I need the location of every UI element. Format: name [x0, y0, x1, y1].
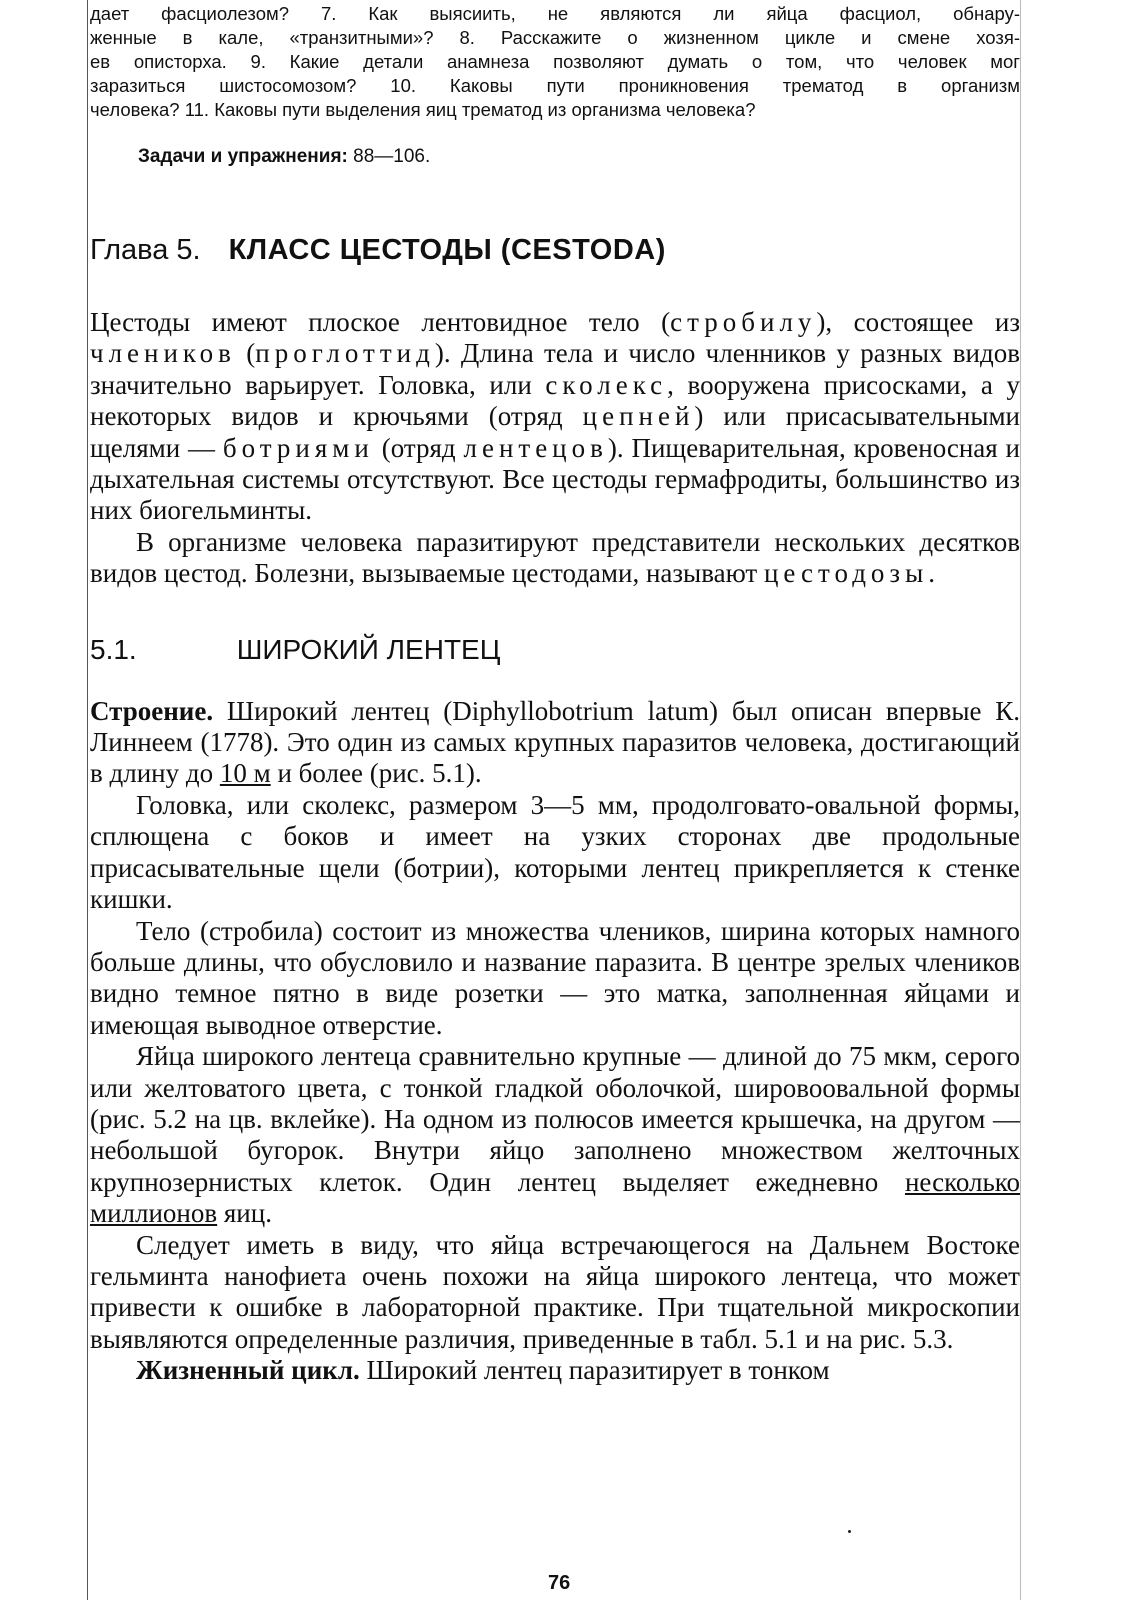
tasks-reference	[138, 146, 1020, 168]
page-content	[90, 0, 1020, 1387]
question-line: ев описторха. 9. Какие детали анамнеза позволяют думать о том, что человек мог	[90, 51, 1020, 72]
section-heading	[90, 634, 1020, 666]
lifecycle-paragraph: Жизненный цикл. Широкий лентец паразитирует в тонком	[136, 1355, 830, 1386]
question-line: человека? 11. Каковы пути выделения яиц трематод из организма человека?	[90, 99, 756, 120]
page-number: 76	[548, 1572, 571, 1594]
right-margin-line	[1020, 0, 1021, 1600]
question-line: дает фасциолезом? 7. Как выясиить, не являются ли яйца фасциол, обнару-	[90, 3, 1020, 24]
lifecycle-label: Жизненный цикл.	[136, 1355, 360, 1386]
print-speck	[848, 1530, 851, 1533]
tasks-range: 88—106.	[353, 146, 431, 167]
scolex-paragraph: Головка, или сколекс, размером 3—5 мм, продолговато-овальной формы, сплющена с боков и имеет на узких сторонах две продольные присасывательные щели (ботрии), которыми лентец прикрепляется к стенке кишки.	[90, 789, 1020, 915]
nanophyet-paragraph: Следует иметь в виду, что яйца встречающегося на Дальнем Востоке гельминта нанофиета очень похожи на яйца широкого лентеца, что может привести к ошибке в лабораторной практике. При тщательной микроскопии выявляются определенные различия, приведенные в табл. 5.1 и на рис. 5.3.	[90, 1229, 1020, 1354]
intro-paragraph: В организме человека паразитируют представители нескольких десятков видов цестод. Болезни, вызываемые цестодами, называют цестодозы.	[90, 526, 1020, 589]
chapter-number: Глава 5.	[90, 234, 201, 266]
eggs-paragraph: Яйца широкого лентеца сравнительно крупные — длиной до 75 мкм, серого или желтоватого цвета, с тонкой гладкой оболочкой, шировоовальной формы (рис. 5.2 на цв. вклейке). На одном из полюсов имеется крышечка, на другом — небольшой бугорок. Внутри яйцо заполнено множеством желточных крупнозернистых клеток. Один лентец выделяет ежедневно несколько миллионов яиц.	[90, 1041, 1020, 1229]
chapter-heading	[90, 234, 1020, 267]
tasks-label: Задачи и упражнения:	[138, 146, 348, 167]
question-line: женные в кале, «транзитными»? 8. Расскажите о жизненном цикле и смене хозя-	[90, 27, 1020, 48]
section-number: 5.1.	[90, 633, 137, 665]
intro-paragraph: Цестоды имеют плоское лентовидное тело (стробилу), состоящее из члеников (проглоттид). Длина тела и число членников у разных видов значительно варьирует. Головка, или сколекс, вооружена присосками, а у некоторых видов и крючьями (отряд цепней) или присасывательными щелями — ботриями (отряд лентецов). Пищеварительная, кровеносная и дыхательная системы отсутствуют. Все цестоды гермафродиты, большинство из них биогельминты.	[90, 307, 1021, 526]
question-line: заразиться шистосомозом? 10. Каковы пути проникновения трематод в организм	[90, 75, 1020, 96]
section-title: ШИРОКИЙ ЛЕНТЕЦ	[236, 633, 501, 665]
structure-paragraph: Строение. Широкий лентец (Diphyllobotrium latum) был описан впервые К. Линнеем (1778). Это один из самых крупных паразитов человека, достигающий в длину до 10 м и более (рис. 5.1).	[90, 695, 1020, 789]
chapter-intro	[90, 307, 1020, 590]
structure-label: Строение.	[90, 695, 214, 726]
chapter-title: КЛАСС ЦЕСТОДЫ (CESTODA)	[228, 234, 666, 266]
section-body	[90, 696, 1020, 1387]
strobila-paragraph: Тело (стробила) состоит из множества члеников, ширина которых намного больше длины, что обусловило и название паразита. В центре зрелых члеников видно темное пятно в виде розетки — это матка, заполненная яйцами и имеющая выводное отверстие.	[90, 915, 1020, 1040]
review-questions	[90, 2, 1020, 122]
left-margin-line	[87, 0, 88, 1600]
